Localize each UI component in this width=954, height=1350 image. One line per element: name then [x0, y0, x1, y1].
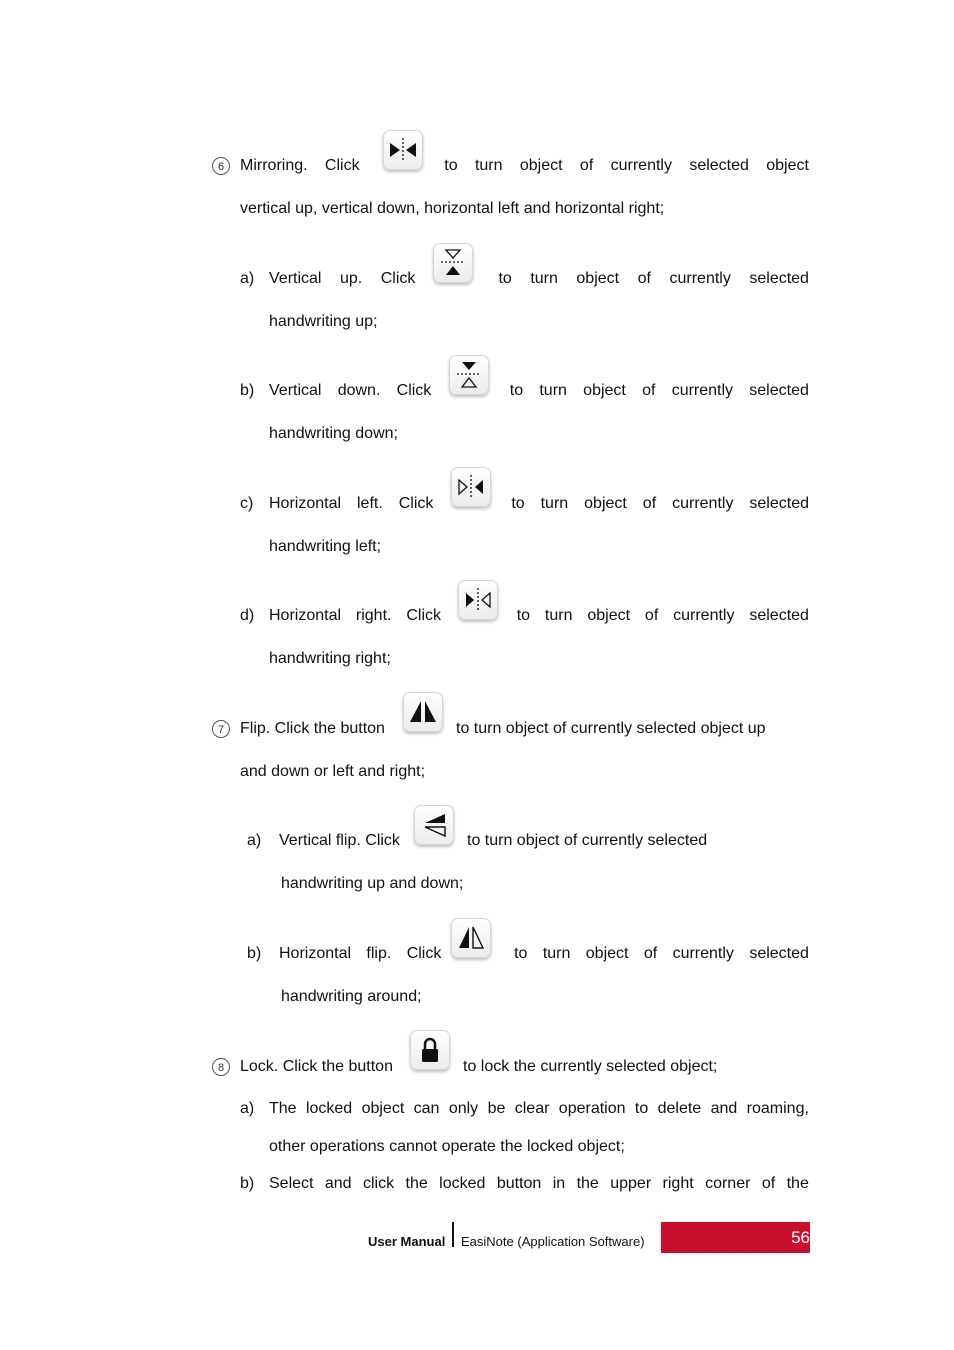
s8-line1a: Lock. Click the button: [240, 1058, 393, 1075]
lock-icon[interactable]: [410, 1030, 450, 1070]
vertical-down-icon[interactable]: [449, 355, 489, 395]
s7-line2: and down or left and right;: [240, 763, 426, 780]
s7b-label: b): [247, 945, 262, 962]
horizontal-flip-icon[interactable]: [451, 918, 491, 958]
footer-page-band: [661, 1222, 810, 1253]
s7b-line2: handwriting around;: [281, 988, 422, 1005]
s6-line2: vertical up, vertical down, horizontal left and horizontal right;: [240, 200, 665, 217]
footer-manual-label: User Manual: [368, 1234, 446, 1249]
s6d-line1: Horizontal right. Click to turn object of currently selected: [269, 607, 809, 624]
footer-divider: [452, 1222, 454, 1247]
s6b-line2: handwriting down;: [269, 425, 398, 442]
s6c-line2: handwriting left;: [269, 538, 382, 555]
s7b-line1: Horizontal flip. Click to turn object of currently selected: [279, 945, 809, 962]
s8b-label: b): [240, 1175, 255, 1192]
s7-line1b: to turn object of currently selected object up: [456, 720, 766, 737]
flip-icon[interactable]: [403, 692, 443, 732]
s7a-line1b: to turn object of currently selected: [467, 832, 708, 849]
s6c-label: c): [240, 495, 254, 512]
s8-line1b: to lock the currently selected object;: [463, 1058, 718, 1075]
vertical-flip-icon[interactable]: [414, 805, 454, 845]
s6d-label: d): [240, 607, 255, 624]
s6a-label: a): [240, 270, 255, 287]
footer-product-label: EasiNote (Application Software): [461, 1234, 645, 1249]
horizontal-right-icon[interactable]: [458, 580, 498, 620]
s8a-line2: other operations cannot operate the locked object;: [269, 1138, 625, 1155]
s6b-line1: Vertical down. Click to turn object of currently selected: [269, 382, 809, 399]
s6b-label: b): [240, 382, 255, 399]
s6d-line2: handwriting right;: [269, 650, 391, 667]
s7a-line2: handwriting up and down;: [281, 875, 464, 892]
s6c-line1: Horizontal left. Click to turn object of currently selected: [269, 495, 809, 512]
s8a-label: a): [240, 1100, 255, 1117]
s6a-line1: Vertical up. Click to turn object of currently selected: [269, 270, 809, 287]
section-marker-8: 8: [212, 1058, 230, 1076]
s7a-line1a: Vertical flip. Click: [279, 832, 400, 849]
s8b-line1: Select and click the locked button in the upper right corner of the: [269, 1175, 809, 1192]
page-number: 56: [791, 1228, 810, 1247]
s8a-line1: The locked object can only be clear operation to delete and roaming,: [269, 1100, 809, 1117]
horizontal-left-icon[interactable]: [451, 467, 491, 507]
mirror-icon[interactable]: [383, 130, 423, 170]
section-marker-6: 6: [212, 157, 230, 175]
s7a-label: a): [247, 832, 262, 849]
s7-line1a: Flip. Click the button: [240, 720, 385, 737]
s6a-line2: handwriting up;: [269, 313, 378, 330]
s6-line1: Mirroring. Click to turn object of currently selected object: [240, 157, 809, 174]
section-marker-7: 7: [212, 720, 230, 738]
vertical-up-icon[interactable]: [433, 243, 473, 283]
